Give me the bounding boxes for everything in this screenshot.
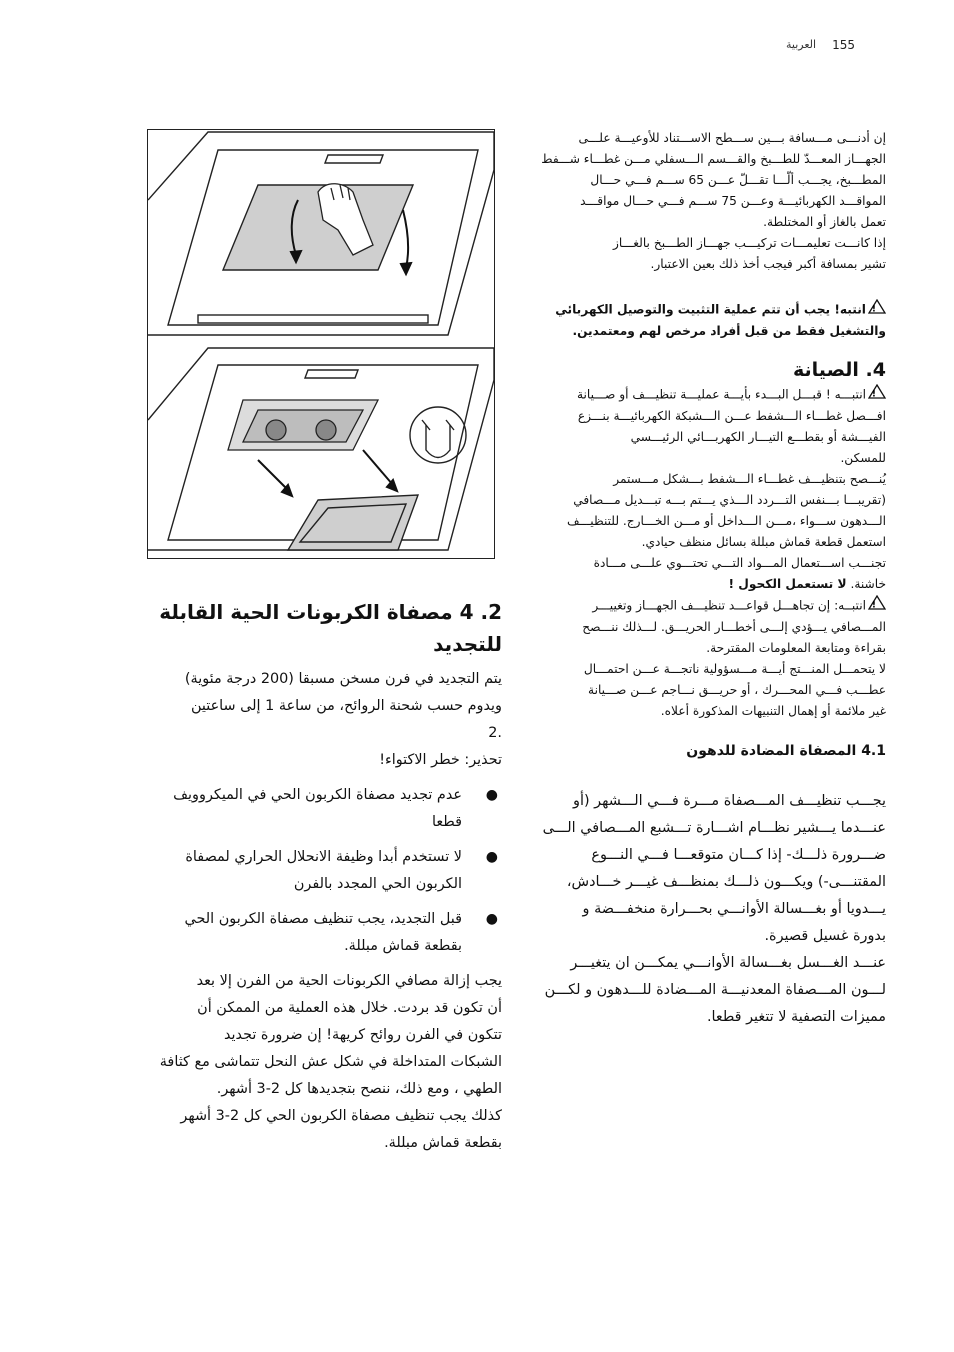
text-line: الطهي ، ومع ذلك، ننصح بتجديدها كل 2-3 أشهر. bbox=[216, 1081, 502, 1097]
svg-text:!: ! bbox=[871, 600, 876, 610]
text-line: بدورة غسيل قصيرة. bbox=[764, 928, 886, 944]
text-line: تجنـــب اســـتعمال المـــواد التـــي تحتـــوي علـــى مـــادة bbox=[593, 556, 886, 570]
svg-text:!: ! bbox=[871, 304, 876, 314]
bullet-dot-icon: ● bbox=[485, 911, 498, 927]
section-4-title: 4. الصيانة bbox=[793, 359, 886, 381]
text-line: الفيـــشة أو بقطـــع التيـــار الكهربـــائي الرئيـــسي bbox=[630, 430, 886, 444]
text-line: استعمل قطعة قماش مبللة بسائل منظف حيادي. bbox=[641, 535, 886, 549]
page-header bbox=[786, 38, 896, 56]
text-line: إن أدنـــى مـــسافة بـــين ســـطح الاســـتناد للأوعيـــة علـــى bbox=[578, 131, 886, 145]
text-line: تشير بمسافة أكبر فيجب أخذ ذلك بعين الاعتبار. bbox=[650, 257, 886, 271]
left-column bbox=[148, 596, 502, 1157]
text-line: بقطعة قماش مبللة. bbox=[384, 1135, 502, 1151]
text-line: أن تكون قد بردت. خلال هذه العملية من الممكن أن bbox=[197, 1000, 502, 1016]
text-line: المقتنـــى-) ويكـــون ذلـــك بمنظـــف غيـــر خـــادش، bbox=[566, 874, 886, 890]
text-line: ! انتبــه: إن تجاهـــل قواعـــد تنظيـــف الجهـــاز وتغييـــر bbox=[530, 595, 886, 617]
text-line: الـــدهون ســـواء ،مـــن الـــداخل أو مـــن الخـــارج. للتنظيـــف bbox=[566, 514, 886, 528]
text-line: افـــصل غطـــاء الـــشفط عـــن الـــشبكة الكهربائيـــة بنـــزع bbox=[577, 409, 886, 423]
text-line: ضـــرورة ذلـــك- إذا كـــان متوقعـــا فـــي النـــوع bbox=[591, 847, 886, 863]
text-line: لا يتحمـــل المنـــتج أيـــة مـــسؤولية ناتجـــة عـــن احتمـــال bbox=[583, 662, 886, 676]
svg-text:!: ! bbox=[871, 389, 876, 399]
maintenance-paragraph bbox=[530, 384, 886, 722]
text-line: يتم التجديد في فرن مسخن مسبقا (200 درجة مئوية) bbox=[184, 671, 502, 687]
text-line: الشبكات المتداخلة في شكل عش النحل تتماشى مع كثافة bbox=[159, 1054, 502, 1070]
right-column bbox=[530, 128, 886, 1031]
list-item: ● قبل التجديد، يجب تنظيف مصفاة الكربون الحي بقطعة قماش مبللة. bbox=[148, 906, 502, 960]
bullet-dot-icon: ● bbox=[485, 849, 498, 865]
closing-paragraph bbox=[148, 968, 502, 1157]
filter-removal-illustration bbox=[147, 129, 495, 559]
text-line: المواقـــد الكهربائيـــة وعـــن 75 ســـم فـــي حـــال مواقـــد bbox=[580, 194, 886, 208]
text-line: المطـــبخ، يجـــب ألّـــا تقـــلّ عـــن 65 ســـم فـــي حـــال bbox=[590, 173, 886, 187]
text-line: يجـــب تنظيـــف المـــصفاة مـــرة فـــي الـــشهر (أو bbox=[573, 793, 886, 809]
installation-warning bbox=[530, 299, 886, 342]
page-language: العربية bbox=[786, 38, 817, 51]
no-alcohol-note: لا تستعمل الكحول ! bbox=[728, 577, 847, 591]
text-line: تعمل بالغاز أو المختلطة. bbox=[763, 215, 886, 229]
text-line: كذلك يجب تنظيف مصفاة الكربون الحي كل 2-3 أشهر bbox=[180, 1108, 502, 1124]
grease-filter-dropped bbox=[288, 495, 418, 550]
section-4-1-title: 4.1 المصفاة المضادة للدهون bbox=[686, 743, 886, 759]
drop-arrows bbox=[258, 450, 397, 496]
warning-line: والتشغيل فقط من قبل أفراد مرخص لهم ومعتمدين. bbox=[572, 324, 886, 338]
section-2-4-title: 2. 4 مصفاة الكربونات الحية القابلة للتجديد bbox=[159, 600, 502, 656]
text-line: يجب إزالة مصافي الكربونات الحية من الفرن إلا بعد bbox=[196, 973, 502, 989]
warning-triangle-icon bbox=[868, 384, 886, 406]
filter-panel-top bbox=[223, 185, 413, 270]
text-line: عنـــد الغـــسل بغـــسالة الأوانـــي يمكـــن ان يتغيـــر bbox=[570, 955, 886, 971]
list-item: ● لا تستخدم أبدا وظيفة الانحلال الحراري لمصفاة الكربون الحي المجدد بالفرن bbox=[148, 844, 502, 898]
warning-triangle-icon bbox=[868, 595, 886, 617]
text-line: تتكون في الفرن روائح كريهة! إن ضرورة تجديد bbox=[223, 1027, 502, 1043]
text-line: للمسكن. bbox=[840, 451, 886, 465]
text-line: بقراءة ومتابعة المعلومات المقترحة. bbox=[706, 641, 886, 655]
list-item: ● عدم تجديد مصفاة الكربون الحي في الميكروويف قطعا bbox=[148, 782, 502, 836]
illustration-drawing bbox=[148, 130, 494, 558]
text-line: إذا كانـــت تعليمـــات تركيـــب جهـــاز الطـــبخ بالغـــاز bbox=[612, 236, 886, 250]
carbon-filter-housing bbox=[228, 400, 378, 450]
intro-paragraph bbox=[530, 128, 886, 275]
text-line: ! انتبـــه ! قبـــل البـــدء بأيـــة عمليـــة تنظيـــف أو صـــيانة bbox=[530, 384, 886, 406]
page-number: 155 bbox=[832, 38, 855, 52]
text-line: لـــون المـــصفاة المعدنيـــة المـــضادة للـــدهون و لكـــن bbox=[544, 982, 886, 998]
text-line: مميزات التصفية لا تتغير قطعا. bbox=[706, 1009, 886, 1025]
warning-line: ! انتبه! يجب أن تتم عملية التثبيت والتوصيل الكهربائي bbox=[530, 299, 886, 321]
text-line: الجهـــاز المعـــدّ للطـــبخ والقـــسم الـــسفلي مـــن غطـــاء شـــفط bbox=[541, 152, 886, 166]
text-line: .2 bbox=[488, 725, 502, 741]
text-line: يُنـــصح بتنظيـــف غطـــاء الـــشفط بـــشكل مـــستمر bbox=[613, 472, 886, 486]
grease-filter-paragraph bbox=[530, 788, 886, 1031]
text-line: ويدوم حسب شحنة الروائح، من ساعة 1 إلى ساعتين bbox=[190, 698, 502, 714]
text-line: المـــصافي يـــؤدي إلـــى أخطـــار الحريـــق. لـــذلك ننـــصح bbox=[582, 620, 886, 634]
regeneration-rules-list bbox=[148, 782, 502, 960]
text-line: (تقريبـــا بـــنفس التـــردد الـــذي يـــتم بـــه تبـــديل مـــصافي bbox=[573, 493, 886, 507]
text-line: غير ملائمة أو إهمال التنبيهات المذكورة أعلاه. bbox=[660, 704, 886, 718]
warning-triangle-icon bbox=[868, 299, 886, 321]
text-line: عنـــدما يـــشير نظـــام اشـــارة تـــشبع المـــصافي الـــى bbox=[542, 820, 886, 836]
hinge-pin-icon bbox=[410, 407, 466, 463]
burn-warning: تحذير: خطر الاكتواء! bbox=[379, 752, 502, 768]
text-line: يـــدويا أو بغـــسالة الأوانـــي بحـــرارة منخفـــضة و bbox=[582, 901, 886, 917]
text-line: عطـــب فـــي المحـــرك ، أو حريـــق نـــاجم عـــن صـــيانة bbox=[588, 683, 886, 697]
regeneration-paragraph bbox=[148, 666, 502, 774]
text-line: خاشنة. لا تستعمل الكحول ! bbox=[728, 577, 886, 591]
bullet-dot-icon: ● bbox=[485, 787, 498, 803]
